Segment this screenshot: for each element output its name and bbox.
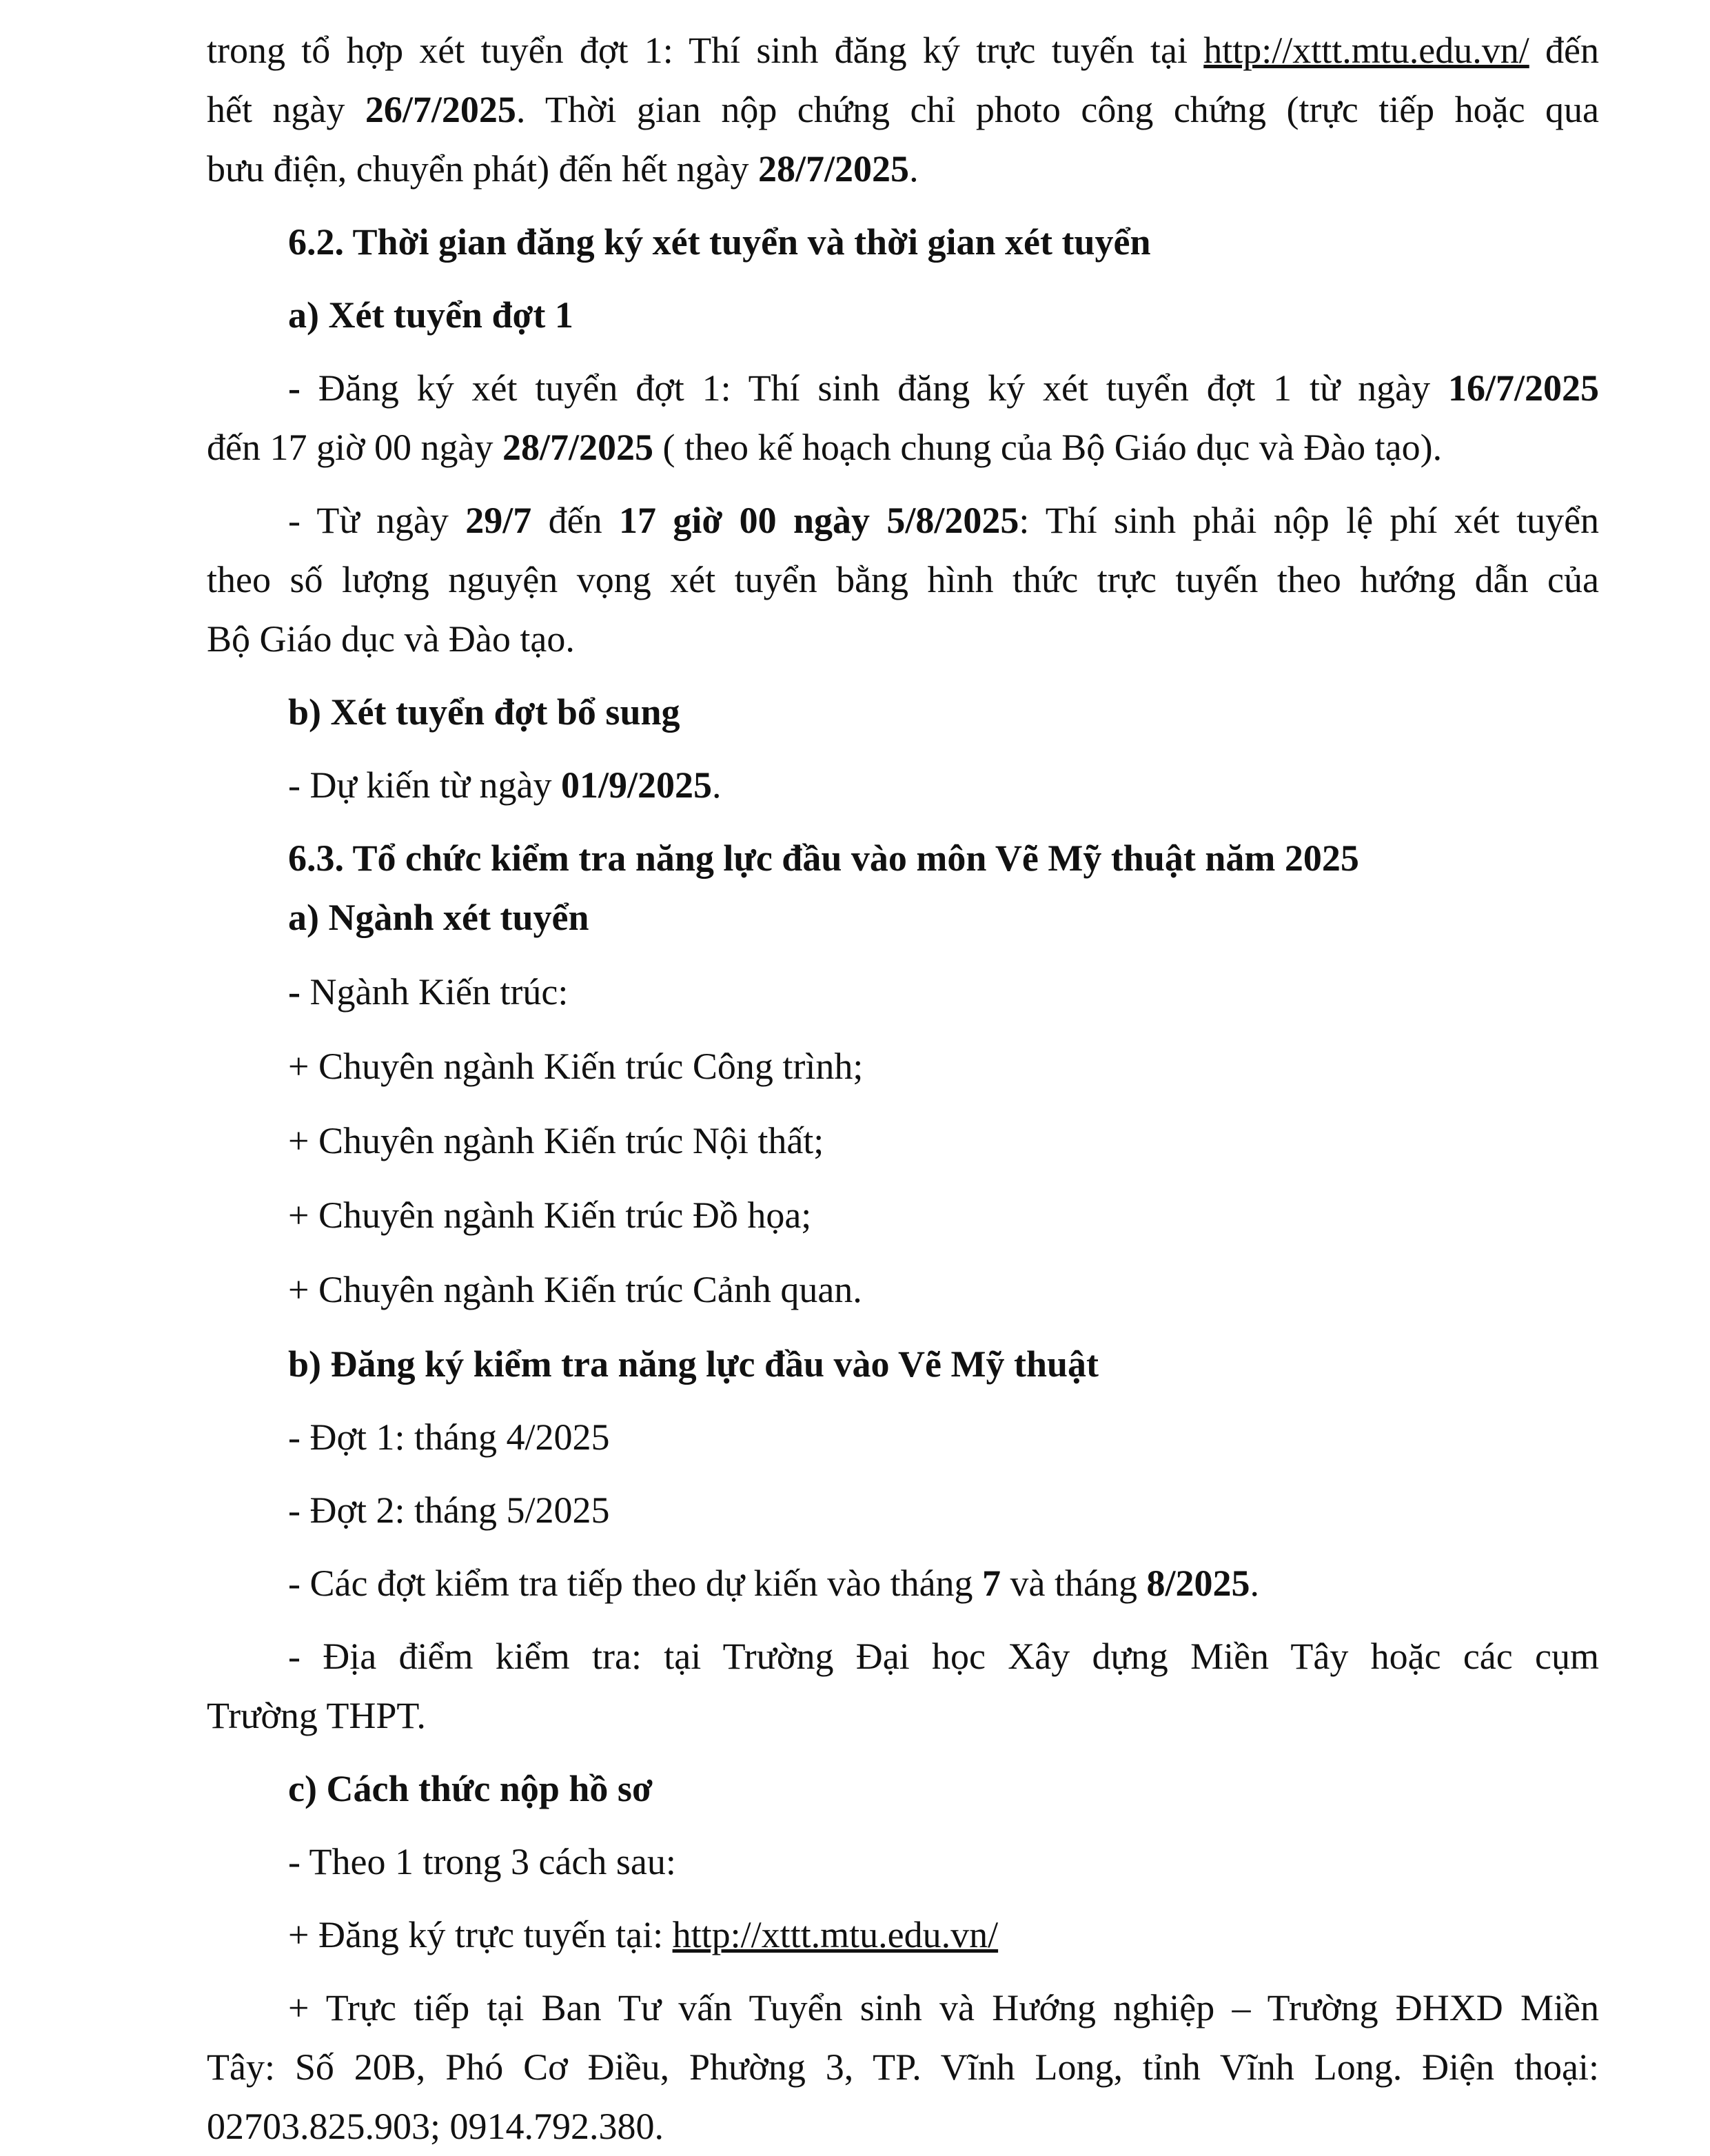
date: 17 giờ 00 ngày 5/8/2025 (619, 500, 1019, 541)
date: 26/7/2025 (365, 89, 516, 130)
registration-link[interactable]: http://xttt.mtu.edu.vn/ (672, 1914, 999, 1955)
list-item: + Chuyên ngành Kiến trúc Cảnh quan. (288, 1269, 862, 1310)
date: 28/7/2025 (758, 148, 910, 190)
text: - Từ ngày (288, 500, 449, 541)
major-label (207, 962, 1599, 1021)
text: - Dự kiến từ ngày (288, 764, 552, 806)
subheading-c: c) Cách thức nộp hồ sơ (288, 1768, 653, 1809)
text: Ngành Kiến trúc: (300, 971, 569, 1013)
text: . Thời gian nộp chứng chỉ photo công chứng (trực tiếp hoặc qua (516, 89, 1599, 130)
text: đến (1545, 30, 1600, 71)
document-page (207, 21, 1599, 2156)
paragraph-registration-deadline (207, 21, 1599, 80)
subheading-b-registration: b) Đăng ký kiểm tra năng lực đầu vào Vẽ Mỹ thuật (288, 1343, 1099, 1385)
date: 28/7/2025 (502, 427, 654, 468)
text: trong tổ hợp xét tuyển đợt 1: Thí sinh đăng ký trực tuyến tại (207, 30, 1188, 71)
list-item: - Đợt 2: tháng 5/2025 (288, 1489, 610, 1531)
text: . (1250, 1563, 1260, 1604)
paragraph-direct: + Trực tiếp tại Ban Tư vấn Tuyển sinh và Hướng nghiệp – Trường ĐHXD Miền (288, 1987, 1599, 2028)
subheading-a: a) Xét tuyển đợt 1 (288, 294, 573, 336)
list-item: + Chuyên ngành Kiến trúc Đồ họa; (288, 1194, 812, 1236)
paragraph-line (207, 139, 1599, 199)
text: hết ngày (207, 89, 345, 130)
list-item: + Chuyên ngành Kiến trúc Công trình; (288, 1046, 864, 1087)
month: 7 (982, 1563, 1001, 1604)
paragraph-line: Bộ Giáo dục và Đào tạo. (207, 618, 575, 660)
paragraph-location: - Địa điểm kiểm tra: tại Trường Đại học Xây dựng Miền Tây hoặc các cụm (288, 1636, 1599, 1677)
paragraph-supplementary (207, 755, 1599, 815)
paragraph-fee (207, 491, 1599, 550)
subheading-a-major: a) Ngành xét tuyển (288, 897, 589, 938)
section-heading-6-2: 6.2. Thời gian đăng ký xét tuyển và thời gian xét tuyển (288, 221, 1151, 263)
dash: - (288, 971, 301, 1013)
date: 29/7 (465, 500, 532, 541)
paragraph-online (207, 1905, 1599, 1964)
registration-link[interactable]: http://xttt.mtu.edu.vn/ (1203, 30, 1529, 71)
text: . (711, 764, 722, 806)
text: + Đăng ký trực tuyến tại: (288, 1914, 664, 1955)
paragraph-line: theo số lượng nguyện vọng xét tuyển bằng hình thức trực tuyến theo hướng dẫn của (207, 559, 1599, 600)
text: ( theo kế hoạch chung của Bộ Giáo dục và Đào tạo). (653, 427, 1443, 468)
list-item: + Chuyên ngành Kiến trúc Nội thất; (288, 1120, 824, 1161)
text: đến (548, 500, 602, 541)
text: đến 17 giờ 00 ngày (207, 427, 493, 468)
section-heading-6-3: 6.3. Tổ chức kiểm tra năng lực đầu vào môn Vẽ Mỹ thuật năm 2025 (288, 837, 1359, 879)
text: và tháng (1010, 1563, 1137, 1604)
paragraph-methods: - Theo 1 trong 3 cách sau: (288, 1841, 676, 1882)
subheading-b: b) Xét tuyển đợt bổ sung (288, 691, 680, 733)
month: 8/2025 (1146, 1563, 1250, 1604)
date: 16/7/2025 (1447, 367, 1599, 409)
text: bưu điện, chuyển phát) đến hết ngày (207, 148, 749, 190)
text: . (909, 148, 919, 190)
paragraph-line (207, 80, 1599, 139)
paragraph-next-rounds (207, 1554, 1599, 1613)
paragraph-line: Trường THPT. (207, 1695, 426, 1736)
paragraph-line (207, 418, 1599, 477)
text: : Thí sinh phải nộp lệ phí xét tuyển (1019, 500, 1600, 541)
paragraph-round-1 (207, 358, 1599, 418)
text: Đăng ký xét tuyển đợt 1: Thí sinh đăng ký xét tuyển đợt 1 từ ngày (300, 367, 1431, 409)
paragraph-line: Tây: Số 20B, Phó Cơ Điều, Phường 3, TP. Vĩnh Long, tỉnh Vĩnh Long. Điện thoại: (207, 2046, 1599, 2088)
dash: - (288, 367, 301, 409)
date: 01/9/2025 (560, 764, 712, 806)
paragraph-line: 02703.825.903; 0914.792.380. (207, 2106, 664, 2147)
text: - Các đợt kiểm tra tiếp theo dự kiến vào tháng (288, 1563, 973, 1604)
list-item: - Đợt 1: tháng 4/2025 (288, 1416, 610, 1458)
